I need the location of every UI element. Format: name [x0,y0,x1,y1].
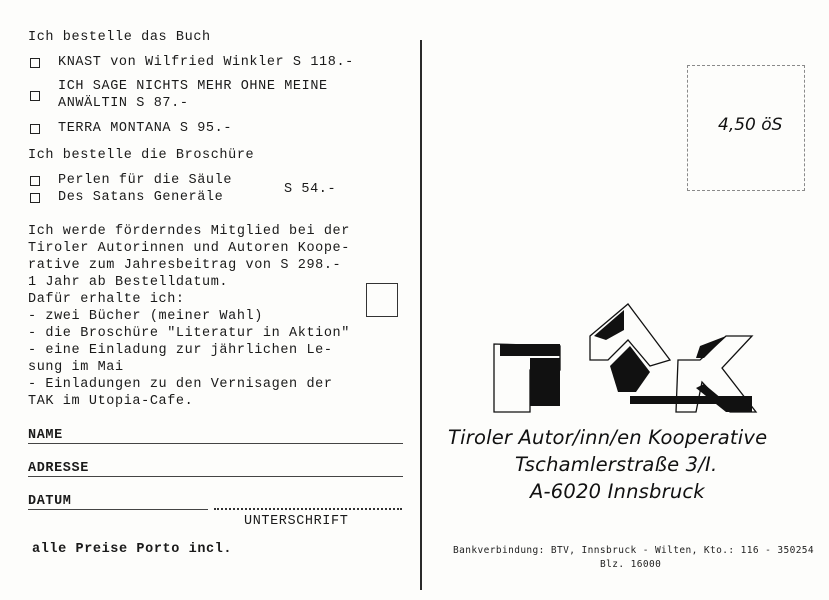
address-label: ADRESSE [28,461,89,476]
brochure-satans-label: Des Satans Generäle [58,190,224,205]
membership-benefit: - die Broschüre "Literatur in Aktion" [28,326,350,341]
address-line[interactable] [28,476,403,477]
brochure-checkbox-satans[interactable] [30,193,40,203]
date-line[interactable] [28,509,208,510]
book-checkbox-ich-sage[interactable] [30,91,40,101]
name-label: NAME [28,428,63,443]
bank-code: Blz. 16000 [600,559,662,570]
membership-line: Ich werde förderndes Mitglied bei der [28,224,350,239]
brochure-checkbox-perlen[interactable] [30,176,40,186]
brochure-perlen-label: Perlen für die Säule [58,173,233,188]
bank-details: Bankverbindung: BTV, Innsbruck - Wilten, Kto.: 116 - 350254 [453,545,815,556]
membership-benefit: sung im Mai [28,360,124,375]
book-ich-sage-label-2: ANWÄLTIN S 87.- [58,96,189,111]
footer-note: alle Preise Porto incl. [32,542,233,557]
book-ich-sage-label-1: ICH SAGE NICHTS MEHR OHNE MEINE [58,79,328,94]
book-checkbox-knast[interactable] [30,58,40,68]
book-checkbox-terra-montana[interactable] [30,124,40,134]
order-brochure-heading: Ich bestelle die Broschüre [28,148,255,163]
membership-benefit: TAK im Utopia-Cafe. [28,394,194,409]
card-divider [420,40,422,590]
signature-label: UNTERSCHRIFT [244,514,349,529]
membership-line: Tiroler Autorinnen und Autoren Koope- [28,241,350,256]
book-terra-montana-label: TERRA MONTANA S 95.- [58,121,233,136]
signature-line[interactable] [214,508,402,510]
membership-checkbox[interactable] [366,283,398,317]
membership-line: Dafür erhalte ich: [28,292,185,307]
book-knast-label: KNAST von Wilfried Winkler S 118.- [58,55,354,70]
brochure-price: S 54.- [284,182,337,197]
membership-line: rative zum Jahresbeitrag von S 298.- [28,258,342,273]
address-line-2: Tschamlerstraße 3/I. [515,453,718,476]
membership-benefit: - eine Einladung zur jährlichen Le- [28,343,333,358]
stamp-value: 4,50 öS [718,115,783,135]
membership-benefit: - Einladungen zu den Vernisagen der [28,377,333,392]
membership-line: 1 Jahr ab Bestelldatum. [28,275,229,290]
tak-logo-icon [490,300,760,420]
membership-benefit: - zwei Bücher (meiner Wahl) [28,309,263,324]
order-book-heading: Ich bestelle das Buch [28,30,211,45]
date-label: DATUM [28,494,72,509]
address-line-3: A-6020 Innsbruck [530,480,705,503]
address-line-1: Tiroler Autor/inn/en Kooperative [448,426,768,449]
name-line[interactable] [28,443,403,444]
